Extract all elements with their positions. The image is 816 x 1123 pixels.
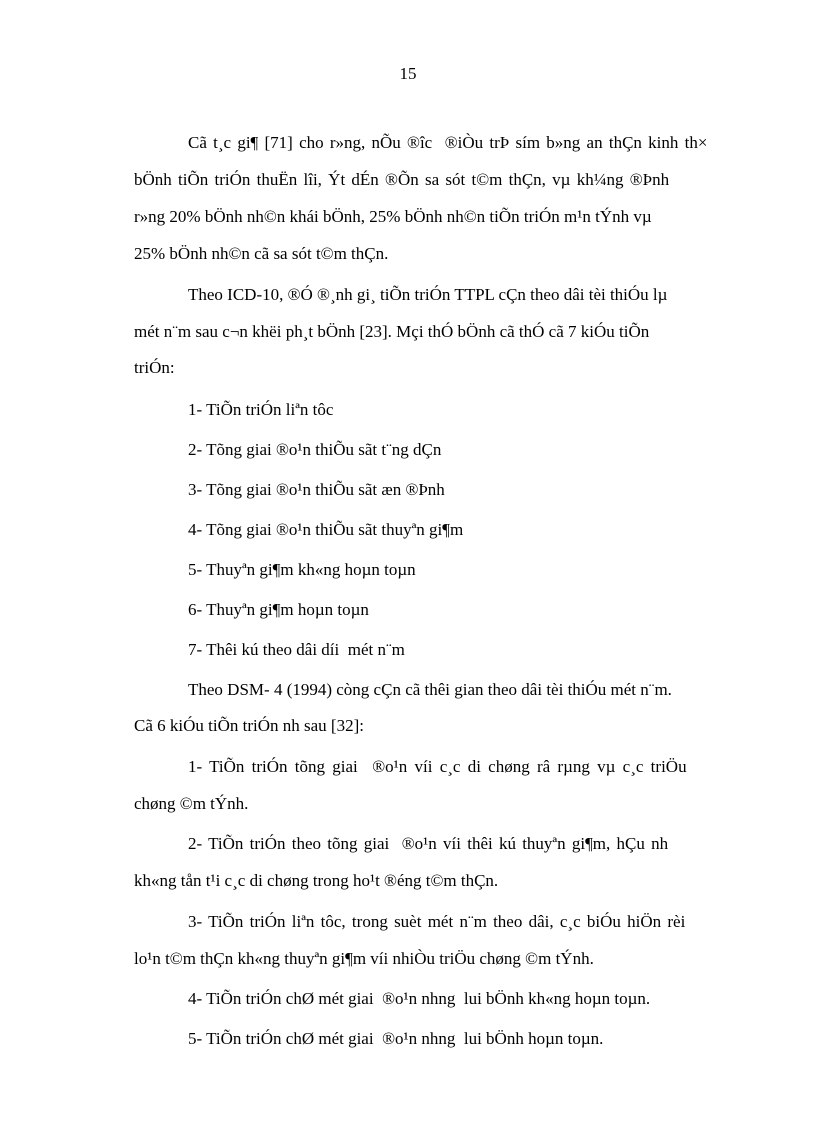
text-line: Theo ICD-10, ®Ó ®¸nh gi¸ tiÕn triÓn TTPL cÇn theo dâi tèi thiÓu lµ	[188, 285, 668, 304]
list-item: 5- Thuyªn gi¶m kh«ng hoµn toµn	[188, 560, 416, 579]
list-item: 2- TiÕn triÓn theo tõng giai ®o¹n víi thêi kú thuyªn gi¶m, hÇu nh	[188, 834, 669, 853]
list-item: 1- TiÕn triÓn liªn tôc	[188, 400, 334, 419]
text-line: 25% bÖnh nh©n cã sa sót t©m thÇn.	[134, 244, 389, 263]
text-line: Cã 6 kiÓu tiÕn triÓn nh sau [32]:	[134, 716, 364, 735]
text-line: Theo DSM- 4 (1994) còng cÇn cã thêi gian theo dâi tèi thiÓu mét n¨m.	[188, 680, 672, 699]
page-number: 15	[399, 64, 417, 83]
list-item: 4- TiÕn triÓn chØ mét giai ®o¹n nhng lui bÖnh kh«ng hoµn toµn.	[188, 989, 651, 1008]
list-item: 5- TiÕn triÓn chØ mét giai ®o¹n nhng lui bÖnh hoµn toµn.	[188, 1029, 604, 1048]
text-line: kh«ng tån t¹i c¸c di chøng trong ho¹t ®éng t©m thÇn.	[134, 871, 499, 890]
text-line: lo¹n t©m thÇn kh«ng thuyªn gi¶m víi nhiÒu triÖu chøng ©m tÝnh.	[134, 949, 594, 968]
list-item: 6- Thuyªn gi¶m hoµn toµn	[188, 600, 369, 619]
list-item: 2- Tõng giai ®o¹n thiÕu sãt t¨ng dÇn	[188, 440, 442, 459]
text-line: chøng ©m tÝnh.	[134, 794, 249, 813]
text-line: r»ng 20% bÖnh nh©n khái bÖnh, 25% bÖnh nh©n tiÕn triÓn m¹n tÝnh vµ	[134, 207, 652, 226]
list-item: 3- TiÕn triÓn liªn tôc, trong suèt mét n¨m theo dâi, c¸c biÓu hiÖn rèi	[188, 912, 686, 931]
text-line: mét n¨m sau c¬n khëi ph¸t bÖnh [23]. Mçi thÓ bÖnh cã thÓ cã 7 kiÓu tiÕn	[134, 322, 650, 341]
text-line: Cã t¸c gi¶ [71] cho r»ng, nÕu ®îc ®iÒu trÞ sím b»ng an thÇn kinh th×	[188, 133, 708, 152]
list-item: 1- TiÕn triÓn tõng giai ®o¹n víi c¸c di chøng râ rµng vµ c¸c triÖu	[188, 757, 687, 776]
list-item: 3- Tõng giai ®o¹n thiÕu sãt æn ®Þnh	[188, 480, 445, 499]
text-line: bÖnh tiÕn triÓn thuËn lîi, Ýt dÉn ®Õn sa sót t©m thÇn, vµ kh¼ng ®Þnh	[134, 170, 670, 189]
text-line: triÓn:	[134, 358, 175, 377]
list-item: 7- Thêi kú theo dâi díi mét n¨m	[188, 640, 405, 659]
list-item: 4- Tõng giai ®o¹n thiÕu sãt thuyªn gi¶m	[188, 520, 464, 539]
